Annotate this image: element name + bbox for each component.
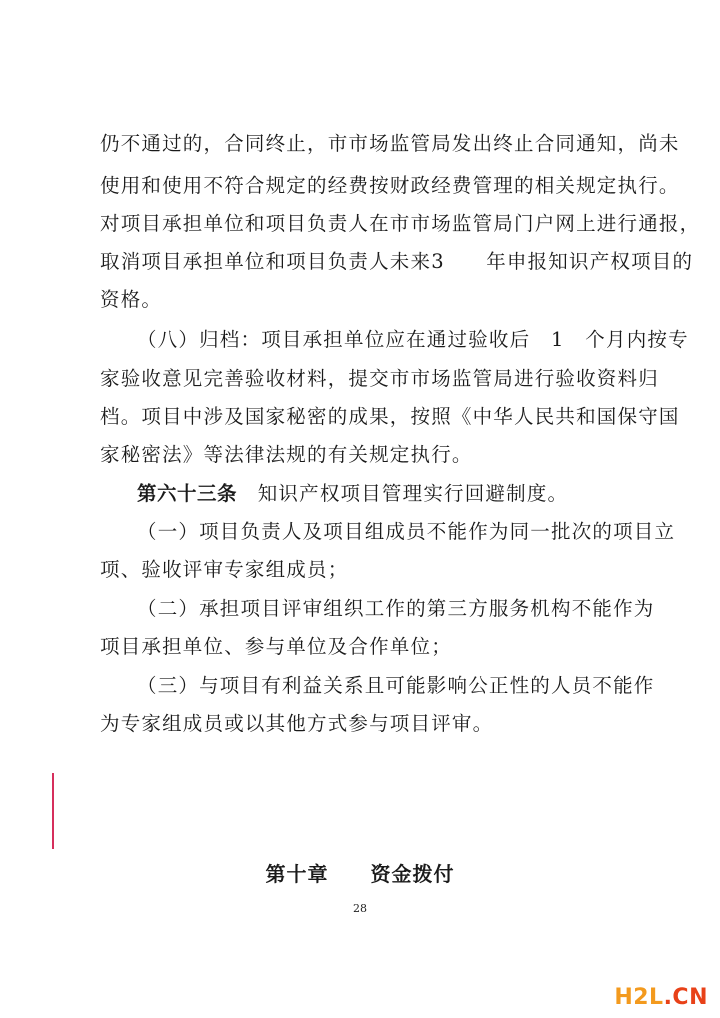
article-text: 知识产权项目管理实行回避制度。 xyxy=(257,482,569,505)
body-line: （一）项目负责人及项目组成员不能作为同一批次的项目立 xyxy=(137,520,676,543)
body-line: 对项目承担单位和项目负责人在市市场监管局门户网上进行通报， xyxy=(100,212,701,235)
article-heading: 第六十三条 xyxy=(137,482,238,505)
body-line: 家秘密法》等法律法规的有关规定执行。 xyxy=(100,443,473,466)
site-watermark xyxy=(614,985,708,1010)
watermark-part-a: H2L xyxy=(614,985,664,1010)
margin-mark xyxy=(52,773,54,849)
chapter-title: 第十章 资金拨付 xyxy=(265,862,455,886)
body-line: （八）归档：项目承担单位应在通过验收后 1 个月内按专 xyxy=(137,328,689,351)
article-line xyxy=(137,482,568,506)
body-line: （三）与项目有利益关系且可能影响公正性的人员不能作 xyxy=(137,674,655,697)
body-line: 为专家组成员或以其他方式参与项目评审。 xyxy=(100,712,494,735)
body-line: 取消项目承担单位和项目负责人未来3 年申报知识产权项目的 xyxy=(100,250,694,273)
body-line: 仍不通过的，合同终止，市市场监管局发出终止合同通知，尚未 xyxy=(100,132,680,155)
body-line: （二）承担项目评审组织工作的第三方服务机构不能作为 xyxy=(137,597,655,620)
page-number: 28 xyxy=(353,902,367,915)
body-line: 资格。 xyxy=(100,288,163,311)
body-line: 项、验收评审专家组成员； xyxy=(100,558,349,581)
body-line: 家验收意见完善验收材料，提交市市场监管局进行验收资料归 xyxy=(100,367,659,390)
body-line: 使用和使用不符合规定的经费按财政经费管理的相关规定执行。 xyxy=(100,174,680,197)
watermark-part-b: .CN xyxy=(663,985,708,1010)
body-line: 项目承担单位、参与单位及合作单位； xyxy=(100,635,452,658)
body-line: 档。项目中涉及国家秘密的成果，按照《中华人民共和国保守国 xyxy=(100,405,680,428)
